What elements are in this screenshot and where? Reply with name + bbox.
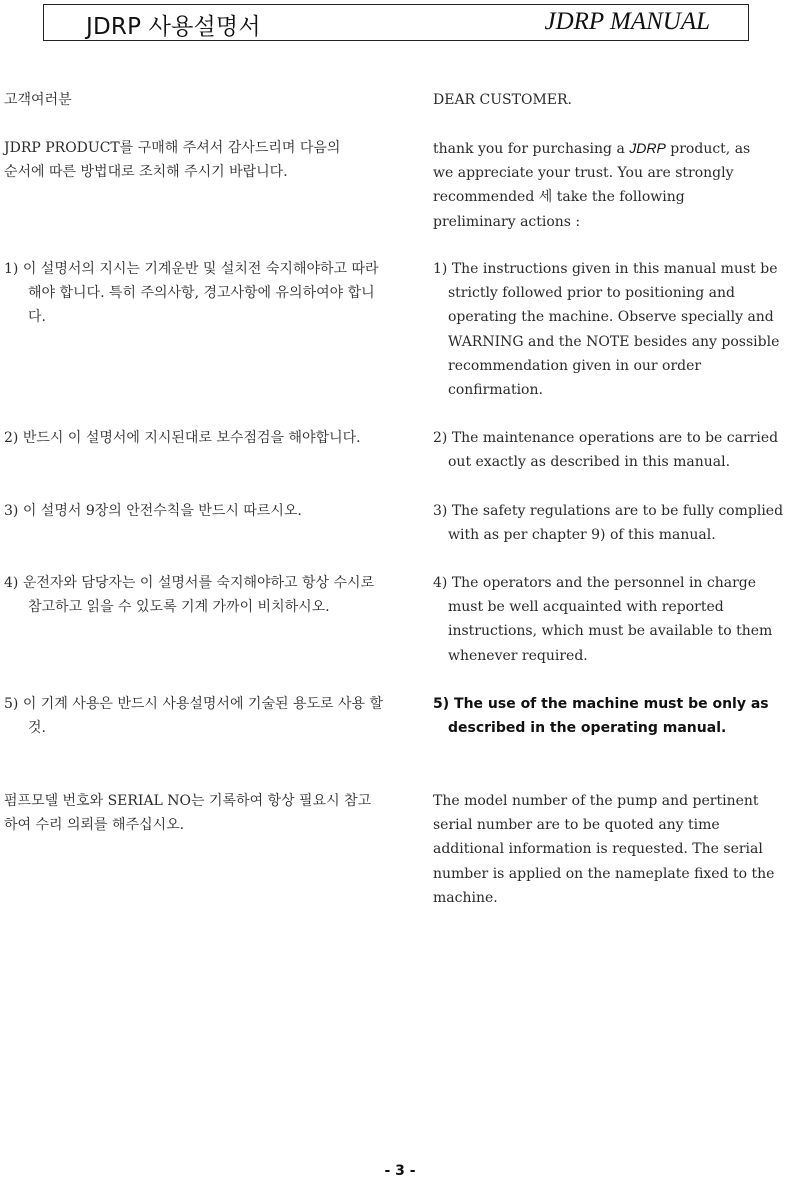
- page-number: - 3 -: [384, 1163, 416, 1179]
- jdrp-brand-name: JDRP: [629, 140, 666, 156]
- instruction-3-korean: 3) 이 설명서 9장의 안전수칙을 반드시 따르시오.: [4, 503, 302, 519]
- closing-english: The model number of the pump and pertinent serial number are to be quoted any time additional information is requested. The serial number is applied on the nameplate fixed to the machine.: [433, 793, 775, 906]
- intro-english-before: thank you for purchasing a: [433, 141, 630, 157]
- instruction-1-korean: 1) 이 설명서의 지시는 기계운반 및 설치전 숙지해야하고 따라해야 합니다. 특히 주의사항, 경고사항에 유의하여야 합니다.: [4, 261, 379, 326]
- instruction-2-korean: 2) 반드시 이 설명서에 지시된대로 보수점검을 해야합니다.: [4, 430, 361, 446]
- page-header: [43, 4, 749, 41]
- greeting-korean: 고객여러분: [4, 92, 72, 108]
- intro-korean: JDRP PRODUCT를 구매해 주셔서 감사드리며 다음의 순서에 따른 방법대로 조치해 주시기 바랍니다.: [4, 140, 341, 181]
- closing-korean: 펌프모델 번호와 SERIAL NO는 기록하여 항상 필요시 참고하여 수리 의뢰를 해주십시오.: [4, 793, 372, 834]
- intro-english: [433, 136, 768, 234]
- instruction-3-english: 3) The safety regulations are to be fully complied with as per chapter 9) of this manual.: [433, 503, 784, 544]
- header-korean-title: JDRP 사용설명서: [86, 14, 261, 40]
- instruction-2-english: 2) The maintenance operations are to be carried out exactly as described in this manual.: [433, 430, 779, 471]
- intro-english-after: product, as we appreciate your trust. You are strongly recommended 세 take the following preliminary actions :: [433, 141, 751, 230]
- instruction-5-english: 5) The use of the machine must be only as described in the operating manual.: [433, 696, 769, 737]
- instruction-4-english: 4) The operators and the personnel in charge must be well acquainted with reported instructions, which must be available to them whenever required.: [433, 575, 773, 664]
- instruction-5-korean: 5) 이 기계 사용은 반드시 사용설명서에 기술된 용도로 사용 할 것.: [4, 696, 383, 737]
- greeting-english: DEAR CUSTOMER.: [433, 92, 573, 108]
- instruction-4-korean: 4) 운전자와 담당자는 이 설명서를 숙지해야하고 항상 수시로 참고하고 읽을 수 있도록 기계 가까이 비치하시오.: [4, 575, 375, 616]
- instruction-1-english: 1) The instructions given in this manual must be strictly followed prior to positioning and operating the machine. Observe specially and WARNING and the NOTE besides any possible recommendation given in our order confirmation.: [433, 261, 780, 399]
- header-english-title: JDRP MANUAL: [544, 8, 710, 35]
